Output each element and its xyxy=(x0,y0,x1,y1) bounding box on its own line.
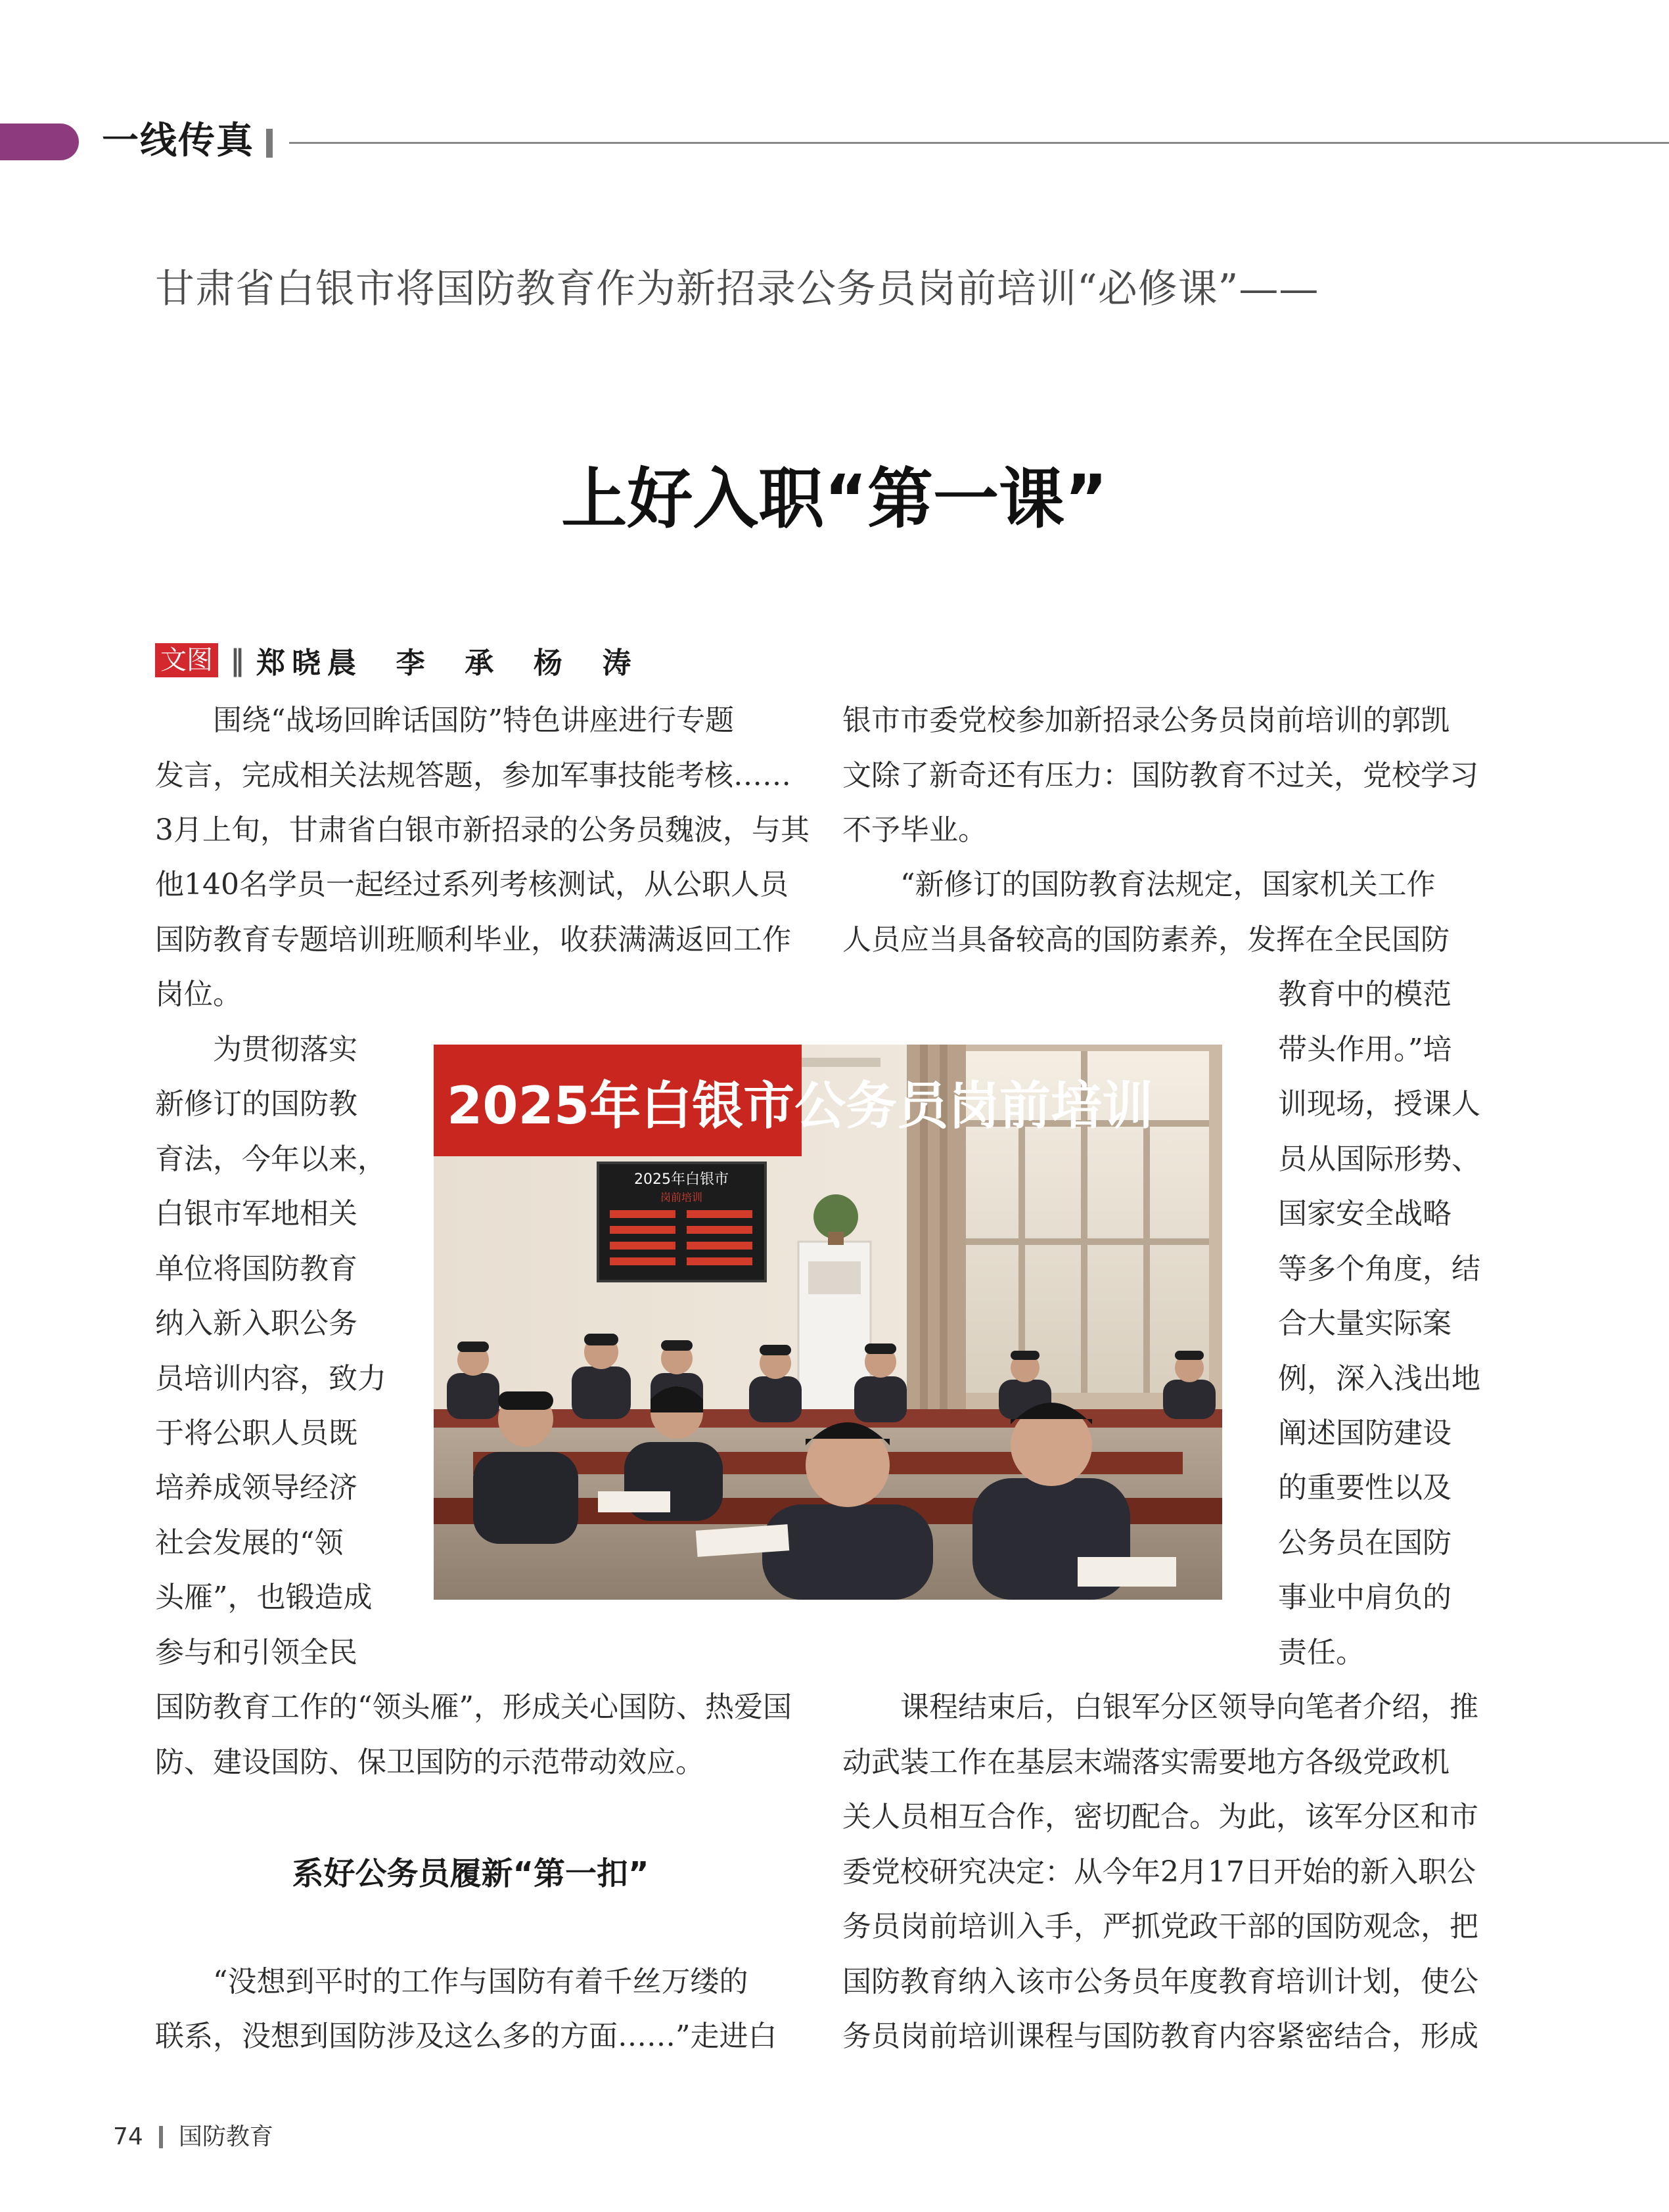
body-line: 国防教育专题培训班顺利毕业，收获满满返回工作 xyxy=(155,923,791,957)
body-line: 育法，今年以来， xyxy=(155,1142,386,1176)
body-line: 3月上旬，甘肃省白银市新招录的公务员魏波，与其 xyxy=(155,813,810,847)
byline-authors: 郑晓晨 李 承 杨 涛 xyxy=(256,646,638,680)
body-line: 公务员在国防 xyxy=(1278,1526,1452,1560)
body-line: 他140名学员一起经过系列考核测试，从公职人员 xyxy=(155,868,789,901)
header-divider xyxy=(266,129,273,158)
body-line: 新修订的国防教 xyxy=(155,1087,357,1121)
footer-divider xyxy=(159,2126,163,2148)
body-line: 联系，没想到国防涉及这么多的方面……”走进白 xyxy=(155,2020,777,2053)
magazine-name: 国防教育 xyxy=(178,2123,273,2150)
training-photo xyxy=(434,1045,1222,1600)
body-line: 围绕“战场回眸话国防”特色讲座进行专题 xyxy=(155,704,734,737)
body-line: 人员应当具备较高的国防素养，发挥在全民国防 xyxy=(842,923,1450,957)
body-line: 关人员相互合作，密切配合。为此，该军分区和市 xyxy=(842,1800,1478,1834)
body-line: 发言，完成相关法规答题，参加军事技能考核…… xyxy=(155,759,791,792)
body-line: 责任。 xyxy=(1278,1636,1365,1669)
body-line: 员培训内容，致力 xyxy=(155,1362,386,1395)
body-line: 单位将国防教育 xyxy=(155,1252,357,1286)
body-line: 参与和引领全民 xyxy=(155,1636,357,1669)
body-line: 国防教育工作的“领头雁”，形成关心国防、热爱国 xyxy=(155,1690,792,1724)
body-line: 事业中肩负的 xyxy=(1278,1581,1452,1614)
body-line: 员从国际形势、 xyxy=(1278,1142,1480,1176)
body-line: 培养成领导经济 xyxy=(155,1471,357,1504)
section-tab-marker xyxy=(0,124,79,160)
page-footer xyxy=(113,2121,273,2154)
body-line: 课程结束后，白银军分区领导向笔者介绍，推 xyxy=(842,1690,1478,1724)
article-kicker: 甘肃省白银市将国防教育作为新招录公务员岗前培训“必修课”—— xyxy=(155,266,1319,312)
byline-tag: 文图 xyxy=(155,643,218,677)
body-line: 为贯彻落实 xyxy=(155,1033,357,1066)
body-line: 教育中的模范 xyxy=(1278,978,1452,1011)
body-line: 不予毕业。 xyxy=(842,813,987,847)
body-line: 合大量实际案 xyxy=(1278,1307,1452,1340)
body-line: 的重要性以及 xyxy=(1278,1471,1452,1504)
body-line: 文除了新奇还有压力：国防教育不过关，党校学习 xyxy=(842,759,1478,792)
screen-subtitle: 岗前培训 xyxy=(660,1191,703,1204)
body-line: “没想到平时的工作与国防有着千丝万缕的 xyxy=(155,1965,748,1998)
body-line: 防、建设国防、保卫国防的示范带动效应。 xyxy=(155,1746,704,1779)
body-line: 纳入新入职公务 xyxy=(155,1307,357,1340)
banner-text: 2025年白银市公务员岗前培训 xyxy=(447,1077,1154,1136)
body-line: 动武装工作在基层末端落实需要地方各级党政机 xyxy=(842,1746,1450,1779)
body-line: 带头作用。”培 xyxy=(1278,1033,1452,1066)
section-label: 一线传真 xyxy=(102,120,254,162)
body-line: 阐述国防建设 xyxy=(1278,1416,1452,1450)
body-line: 于将公职人员既 xyxy=(155,1416,357,1450)
body-line: 国防教育纳入该市公务员年度教育培训计划，使公 xyxy=(842,1965,1478,1998)
body-line: 白银市军地相关 xyxy=(155,1197,357,1230)
body-line: 岗位。 xyxy=(155,978,242,1011)
page-number: 74 xyxy=(113,2123,143,2150)
body-line: “新修订的国防教育法规定，国家机关工作 xyxy=(842,868,1436,901)
body-line: 头雁”，也锻造成 xyxy=(155,1581,373,1614)
screen-title: 2025年白银市 xyxy=(634,1171,729,1188)
body-line: 等多个角度，结 xyxy=(1278,1252,1480,1286)
body-line: 委党校研究决定：从今年2月17日开始的新入职公 xyxy=(842,1855,1476,1889)
body-line: 国家安全战略 xyxy=(1278,1197,1452,1230)
byline xyxy=(155,641,638,680)
body-line: 训现场，授课人 xyxy=(1278,1087,1480,1121)
byline-separator: ‖ xyxy=(230,643,244,677)
body-line: 社会发展的“领 xyxy=(155,1526,344,1560)
body-line: 例，深入浅出地 xyxy=(1278,1362,1480,1395)
body-line: 银市市委党校参加新招录公务员岗前培训的郭凯 xyxy=(842,704,1450,737)
section-subhead: 系好公务员履新“第一扣” xyxy=(292,1855,649,1892)
training-photo-illustration xyxy=(434,1045,1222,1600)
article-title: 上好入职“第一课” xyxy=(561,461,1108,537)
body-line: 务员岗前培训课程与国防教育内容紧密结合，形成 xyxy=(842,2020,1478,2053)
header-rule xyxy=(289,142,1669,144)
body-line: 务员岗前培训入手，严抓党政干部的国防观念，把 xyxy=(842,1910,1478,1943)
